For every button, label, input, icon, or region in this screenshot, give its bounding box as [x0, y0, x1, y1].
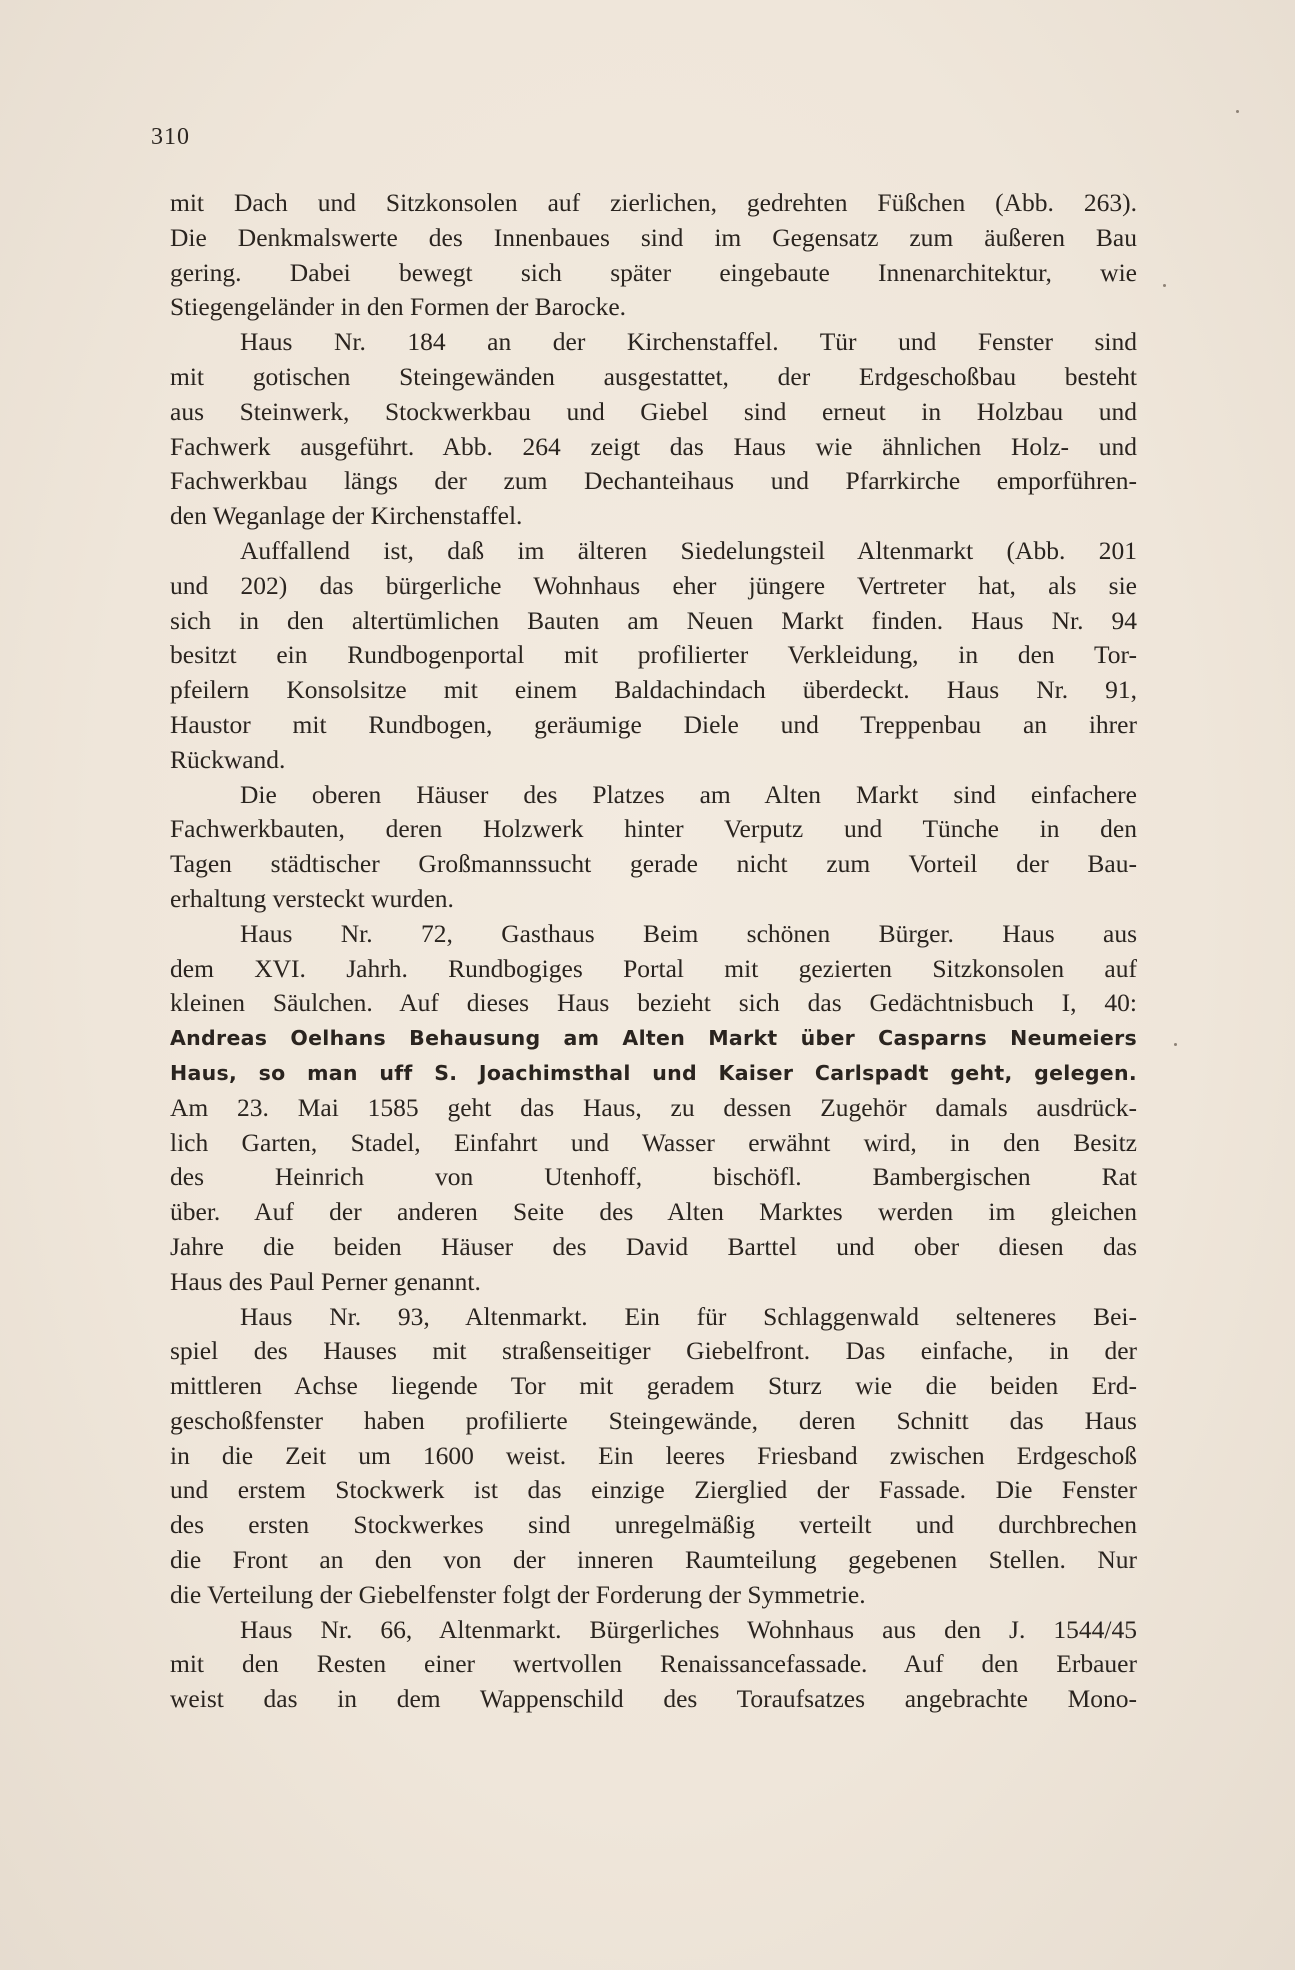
page-number: 310 — [151, 124, 190, 150]
text-line: Haus Nr. 184 an der Kirchenstaffel. Tür und Fenster sind — [240, 327, 1137, 357]
text-line: Jahre die beiden Häuser des David Barttel und ober diesen das — [170, 1231, 1137, 1261]
text-line: Fachwerkbauten, deren Holzwerk hinter Verputz und Tünche in den — [170, 814, 1137, 844]
paper-speck — [1163, 284, 1166, 287]
paragraph-3 — [170, 534, 1137, 778]
text-line: Die oberen Häuser des Platzes am Alten Markt sind einfachere — [240, 779, 1137, 809]
text-line: über. Auf der anderen Seite des Alten Marktes werden im gleichen — [170, 1197, 1137, 1227]
text-line: mittleren Achse liegende Tor mit geradem Sturz wie die beiden Erd- — [170, 1371, 1137, 1401]
quoted-text-line: Andreas Oelhans Behausung am Alten Markt über Casparns Neumeiers — [170, 1026, 1137, 1051]
text-line: Die Denkmalswerte des Innenbaues sind im Gegensatz zum äußeren Bau — [170, 222, 1137, 252]
paper-speck — [1236, 110, 1239, 113]
text-line: sich in den altertümlichen Bauten am Neuen Markt finden. Haus Nr. 94 — [170, 605, 1137, 635]
text-line: Haus Nr. 93, Altenmarkt. Ein für Schlaggenwald selteneres Bei- — [240, 1301, 1137, 1331]
text-line: weist das in dem Wappenschild des Toraufsatzes angebrachte Mono- — [170, 1684, 1137, 1714]
quoted-text-line: Haus, so man uff S. Joachimsthal und Kaiser Carlspadt geht, gelegen. — [170, 1060, 1137, 1085]
text-line: geschoßfenster haben profilierte Steingewände, deren Schnitt das Haus — [170, 1405, 1137, 1435]
text-line: und erstem Stockwerk ist das einzige Zierglied der Fassade. Die Fenster — [170, 1475, 1137, 1505]
text-line: Haus Nr. 66, Altenmarkt. Bürgerliches Wohnhaus aus den J. 1544/45 — [240, 1614, 1137, 1644]
text-line: des Heinrich von Utenhoff, bischöfl. Bambergischen Rat — [170, 1162, 1137, 1192]
text-line: Haustor mit Rundbogen, geräumige Diele und Treppenbau an ihrer — [170, 709, 1137, 739]
text-line: Rückwand. — [170, 744, 286, 774]
text-line: Haus des Paul Perner genannt. — [170, 1266, 481, 1296]
paper-speck — [1174, 1043, 1177, 1046]
text-line: spiel des Hauses mit straßenseitiger Giebelfront. Das einfache, in der — [170, 1336, 1137, 1366]
text-line: dem XVI. Jahrh. Rundbogiges Portal mit gezierten Sitzkonsolen auf — [170, 953, 1137, 983]
text-line: pfeilern Konsolsitze mit einem Baldachindach überdeckt. Haus Nr. 91, — [170, 675, 1137, 705]
text-line: kleinen Säulchen. Auf dieses Haus bezieht sich das Gedächtnisbuch I, 40: — [170, 988, 1137, 1018]
text-line: mit den Resten einer wertvollen Renaissancefassade. Auf den Erbauer — [170, 1649, 1137, 1679]
paragraph-7 — [170, 1613, 1137, 1717]
text-line: des ersten Stockwerkes sind unregelmäßig verteilt und durchbrechen — [170, 1510, 1137, 1540]
paragraph-1 — [170, 186, 1137, 325]
text-line: die Front an den von der inneren Raumteilung gegebenen Stellen. Nur — [170, 1545, 1137, 1575]
paragraph-5 — [170, 917, 1137, 1300]
text-line: gering. Dabei bewegt sich später eingebaute Innenarchitektur, wie — [170, 257, 1137, 287]
text-line: die Verteilung der Giebelfenster folgt der Forderung der Symmetrie. — [170, 1579, 866, 1609]
text-line: Stiegengeländer in den Formen der Barocke. — [170, 292, 627, 322]
text-line: Auffallend ist, daß im älteren Siedelungsteil Altenmarkt (Abb. 201 — [240, 535, 1137, 565]
body-text — [170, 186, 1137, 1717]
text-line: mit gotischen Steingewänden ausgestattet, der Erdgeschoßbau besteht — [170, 361, 1137, 391]
paragraph-2 — [170, 325, 1137, 534]
text-line: besitzt ein Rundbogenportal mit profilierter Verkleidung, in den Tor- — [170, 640, 1137, 670]
paragraph-6 — [170, 1300, 1137, 1613]
text-line: lich Garten, Stadel, Einfahrt und Wasser erwähnt wird, in den Besitz — [170, 1127, 1137, 1157]
text-line: Haus Nr. 72, Gasthaus Beim schönen Bürger. Haus aus — [240, 918, 1137, 948]
text-line: Fachwerk ausgeführt. Abb. 264 zeigt das Haus wie ähnlichen Holz- und — [170, 431, 1137, 461]
text-line: Fachwerkbau längs der zum Dechanteihaus und Pfarrkirche emporführen- — [170, 466, 1137, 496]
text-line: in die Zeit um 1600 weist. Ein leeres Friesband zwischen Erdgeschoß — [170, 1440, 1137, 1470]
text-line: den Weganlage der Kirchenstaffel. — [170, 501, 523, 531]
text-line: erhaltung versteckt wurden. — [170, 883, 454, 913]
text-line: mit Dach und Sitzkonsolen auf zierlichen, gedrehten Füßchen (Abb. 263). — [170, 188, 1137, 217]
text-line: Tagen städtischer Großmannssucht gerade nicht zum Vorteil der Bau- — [170, 849, 1137, 879]
text-line: aus Steinwerk, Stockwerkbau und Giebel sind erneut in Holzbau und — [170, 396, 1137, 426]
paragraph-4 — [170, 778, 1137, 917]
text-line: und 202) das bürgerliche Wohnhaus eher jüngere Vertreter hat, als sie — [170, 570, 1137, 600]
text-line: Am 23. Mai 1585 geht das Haus, zu dessen Zugehör damals ausdrück- — [170, 1092, 1137, 1122]
